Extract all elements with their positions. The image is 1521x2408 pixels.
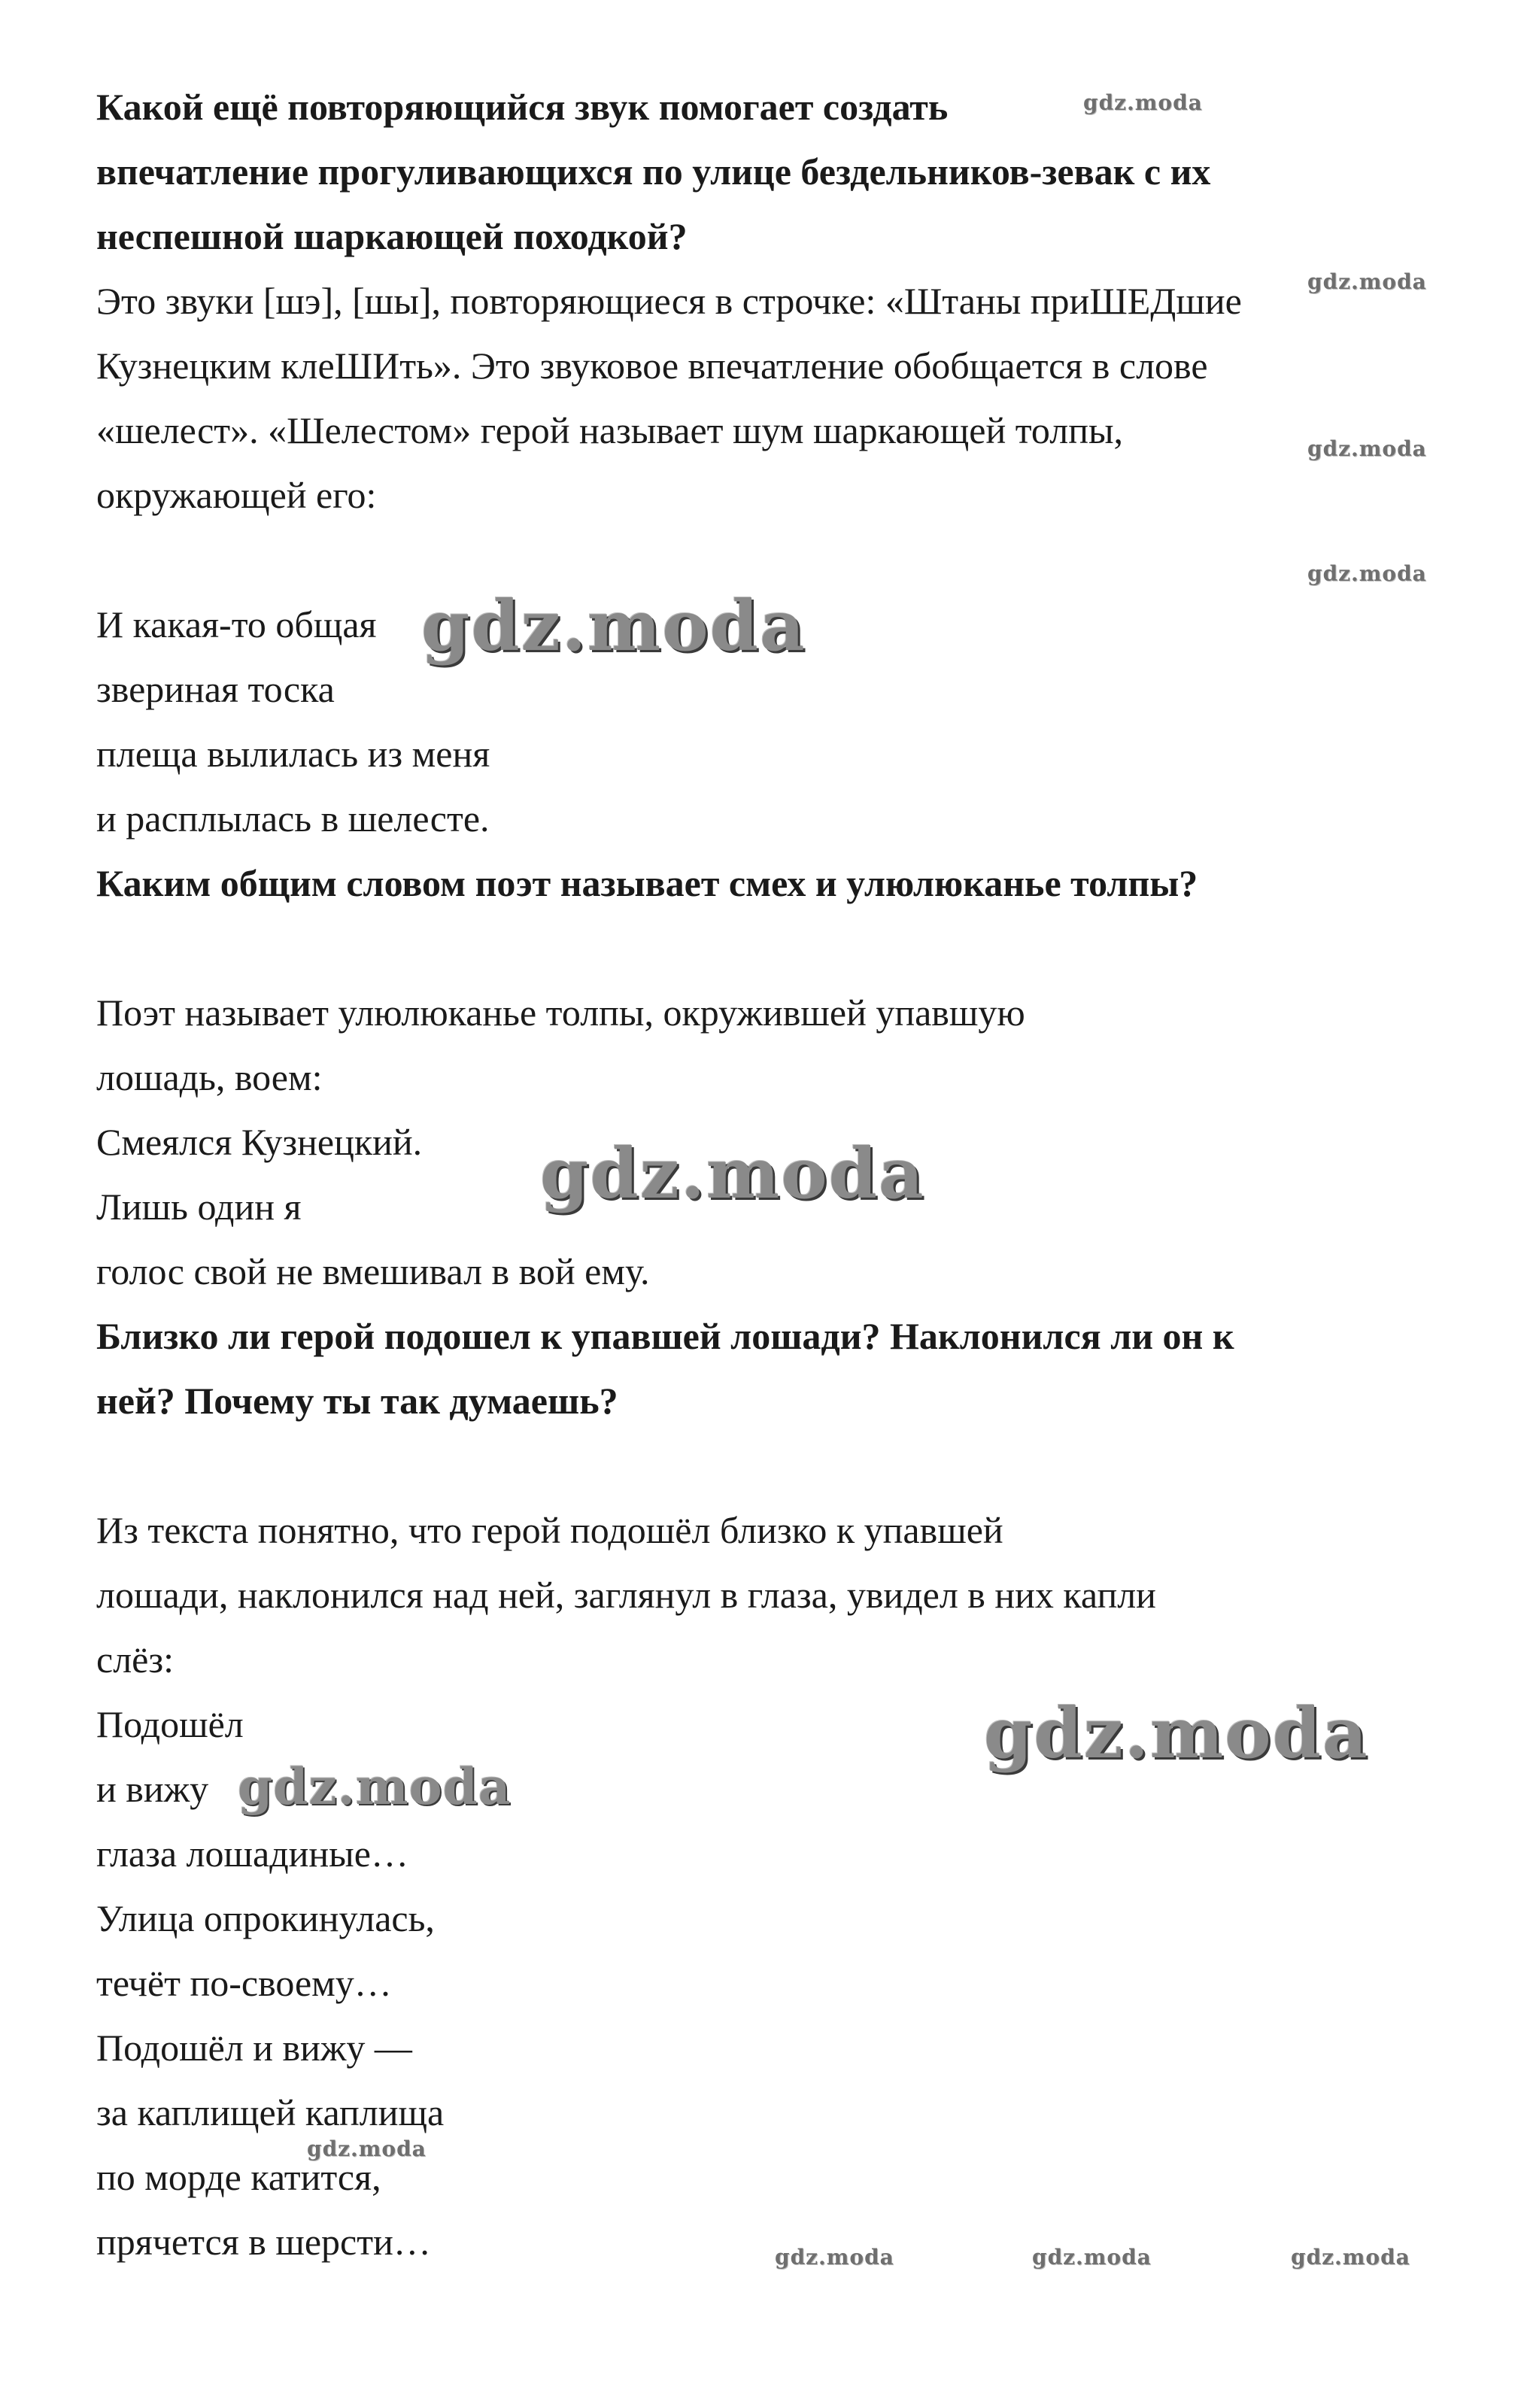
watermark: gdz.moda (1083, 90, 1203, 115)
answer-line: Это звуки [шэ], [шы], повторяющиеся в строчке: «Штаны приШЕДшие (96, 280, 1242, 322)
question-line: Близко ли герой подошел к упавшей лошади? Наклонился ли он к (96, 1315, 1234, 1357)
poem-line: за каплищей каплища (96, 2091, 445, 2133)
answer-line: лошадь, воем: (96, 1056, 323, 1098)
poem-line: плеща вылилась из меня (96, 733, 490, 775)
answer-line: «шелест». «Шелестом» герой называет шум шаркающей толпы, (96, 409, 1124, 451)
watermark: gdz.moda (1032, 2245, 1152, 2270)
poem-line: И какая-то общая (96, 603, 377, 645)
watermark: gdz.moda (1307, 561, 1427, 586)
poem-line: течёт по-своему… (96, 1962, 392, 2004)
poem-line: Улица опрокинулась, (96, 1897, 435, 1939)
poem-line: глаза лошадиные… (96, 1833, 408, 1875)
poem-line: по морде катится, (96, 2156, 381, 2198)
question-line: неспешной шаркающей походкой? (96, 215, 688, 257)
watermark: gdz.moda (421, 585, 806, 667)
answer-line: лошади, наклонился над ней, заглянул в глаза, увидел в них капли (96, 1574, 1156, 1616)
question-line: впечатление прогуливающихся по улице бездельников-зевак с их (96, 150, 1211, 193)
question-line: Каким общим словом поэт называет смех и улюлюканье толпы? (96, 862, 1198, 904)
watermark: gdz.moda (1291, 2245, 1410, 2270)
watermark: gdz.moda (540, 1133, 925, 1214)
poem-line: Лишь один я (96, 1186, 302, 1228)
question-line: Какой ещё повторяющийся звук помогает создать (96, 86, 949, 128)
watermark: gdz.moda (1307, 269, 1427, 294)
poem-line: прячется в шерсти… (96, 2221, 431, 2263)
answer-line: окружающей его: (96, 474, 377, 516)
poem-line: звериная тоска (96, 668, 335, 710)
answer-line: Кузнецким клеШИть». Это звуковое впечатление обобщается в слове (96, 345, 1208, 387)
watermark: gdz.moda (238, 1757, 512, 1816)
answer-line: слёз: (96, 1638, 174, 1681)
question-line: ней? Почему ты так думаешь? (96, 1380, 618, 1422)
answer-line: Поэт называет улюлюканье толпы, окружившей упавшую (96, 991, 1025, 1034)
poem-line: голос свой не вмешивал в вой ему. (96, 1250, 650, 1292)
watermark: gdz.moda (984, 1693, 1369, 1774)
poem-line: Подошёл и вижу — (96, 2027, 412, 2069)
poem-line: и расплылась в шелесте. (96, 797, 490, 840)
poem-line: Смеялся Кузнецкий. (96, 1121, 423, 1163)
watermark: gdz.moda (307, 2136, 427, 2161)
watermark: gdz.moda (1307, 436, 1427, 461)
answer-line: Из текста понятно, что герой подошёл близко к упавшей (96, 1509, 1003, 1551)
poem-line: и вижу (96, 1768, 209, 1810)
poem-line: Подошёл (96, 1703, 244, 1745)
watermark: gdz.moda (775, 2245, 894, 2270)
